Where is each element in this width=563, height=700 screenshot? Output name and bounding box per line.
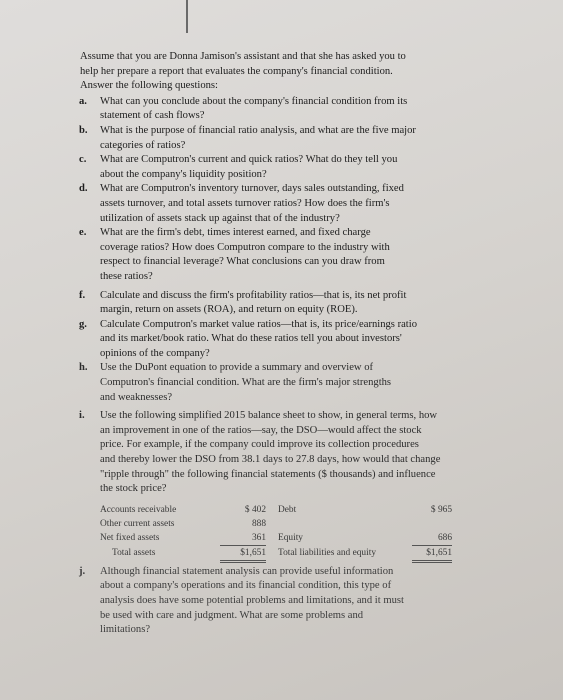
question-letter: j. [79,565,86,577]
question-e: e. What are the firm's debt, times interest earned, and fixed charge coverage ratios? How does Computron compare to the industry with respect to financial leverage? What conclusions can you draw from these ratios? [79,227,390,282]
table-row [100,531,452,546]
row-value: $ 402 [244,504,266,515]
question-a: a. What can you conclude about the company's financial condition from its statement of cash flows? [79,95,408,122]
question-g: g. Calculate Computron's market value ratios—that is, its price/earnings ratio and its market/book ratio. What do these ratios tell you about investors' opinions of the company? [79,318,417,359]
question-c: c. What are Computron's current and quick ratios? What do they tell you about the company's liquidity position? [79,154,398,180]
question-letter: e. [79,227,87,239]
row-label [278,517,412,531]
row-value: 888 [251,518,266,529]
row-label: Equity [278,533,303,544]
row-value: $1,651 [220,545,266,561]
row-value: $ 965 [430,504,452,515]
row-label: Net fixed assets [100,533,160,544]
balance-sheet-table [100,503,452,563]
row-label: Debt [278,504,297,515]
question-letter: a. [79,95,87,107]
row-label: Total assets [112,548,156,559]
question-i: i. Use the following simplified 2015 balance sheet to show, in general terms, how an improvement in one of the ratios—say, the DSO—would affect the stock price. For example, if the company could improve its collection procedures and thereby lower the DSO from 38.1 days to 27.8 days, how would that change "ripple through" the following financial statements ($ thousands) and influence the stock price? [79,410,441,495]
question-letter: f. [79,289,86,301]
row-value [412,517,452,531]
row-label: Total liabilities and equity [278,548,377,559]
question-letter: b. [79,124,88,136]
row-label: Other current assets [100,518,175,529]
question-f: f. Calculate and discuss the firm's profitability ratios—that is, its net profit margin, return on assets (ROA), and return on equity (ROE). [79,289,407,316]
table-row [100,545,452,561]
question-document [80,50,480,638]
row-label: Accounts receivable [100,504,177,515]
question-letter: g. [79,318,87,330]
row-value: 686 [412,531,452,546]
question-h: h. Use the DuPont equation to provide a summary and overview of Computron's financial condition. What are the firm's major strengths and weaknesses? [79,362,392,403]
table-row [100,517,452,531]
question-b: b. What is the purpose of financial ratio analysis, and what are the five major categories of ratios? [79,124,416,151]
table-row [100,503,452,517]
question-d: d. What are Computron's inventory turnover, days sales outstanding, fixed assets turnover, and total assets turnover ratios? How does the firm's utilization of assets stack up against that of the industry? [79,183,404,224]
question-j: j. Although financial statement analysis can provide useful information about a company's operations and its financial condition, this type of analysis does have some potential problems and limitations, and it must be used with care and judgment. What are some problems and limitations? [79,565,404,636]
intro-paragraph: Assume that you are Donna Jamison's assistant and that she has asked you to help her prepare a report that evaluates the company's financial condition. Answer the following questions: [80,51,406,92]
row-value: $1,651 [412,545,452,561]
question-letter: d. [79,183,88,195]
text-cursor [186,0,188,33]
question-letter: c. [79,154,87,166]
row-value: 361 [220,531,266,546]
question-letter: h. [79,362,88,374]
question-letter: i. [79,410,85,422]
